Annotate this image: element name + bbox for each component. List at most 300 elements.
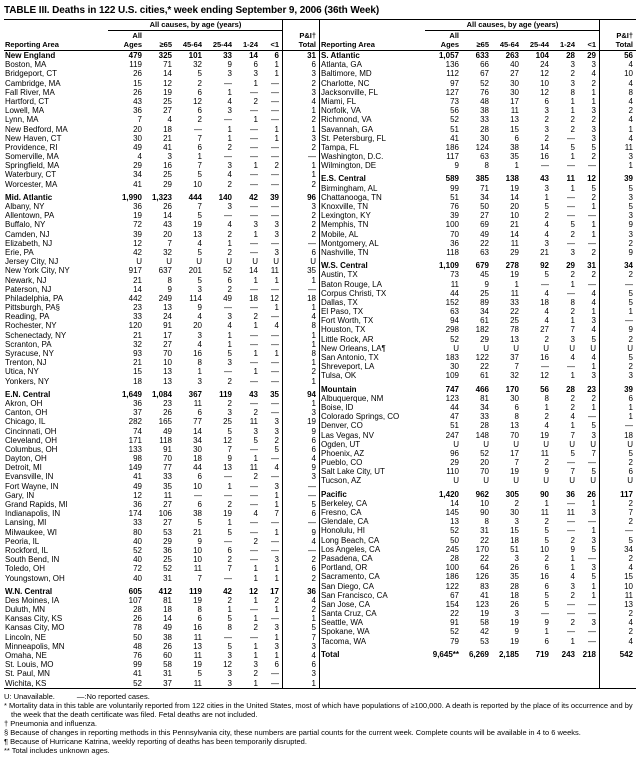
reporting-area: Camden, NJ: [5, 229, 50, 239]
col-ge65: U: [483, 439, 489, 449]
col-1-24: 11: [566, 174, 575, 184]
col-all-ages: 19: [133, 211, 142, 221]
col-1-24: —: [250, 555, 258, 565]
pi-total: 6: [311, 444, 316, 454]
col-ge65: 26: [163, 641, 172, 651]
col-1-24: —: [567, 627, 575, 637]
col-25-44: 5: [227, 641, 232, 651]
pi-total: 2: [628, 106, 633, 116]
city-row: [320, 637, 636, 646]
col-lt1: —: [588, 238, 596, 248]
reporting-area: Birmingham, AL: [321, 183, 378, 193]
col-25-44: —: [224, 536, 232, 546]
col-lt1: 1: [591, 229, 596, 239]
reporting-area: Norfolk, VA: [321, 106, 361, 116]
col-all-ages: 48: [133, 641, 142, 651]
col-45-64: 7: [514, 362, 519, 372]
col-lt1: —: [588, 636, 596, 646]
city-row: [320, 298, 636, 307]
col-ge65: 61: [480, 316, 489, 326]
col-lt1: 3: [274, 481, 279, 491]
pi-total: 5: [628, 353, 633, 362]
reporting-area: Tacoma, WA: [321, 636, 367, 646]
col-45-64: 11: [193, 564, 202, 574]
pi-total: 11: [624, 142, 633, 152]
reporting-area: Youngstown, OH: [5, 573, 65, 583]
city-row: [4, 633, 319, 642]
pi-total: 5: [311, 623, 316, 633]
city-row: [320, 79, 636, 88]
col-lt1: 3: [274, 220, 279, 230]
col-45-64: 11: [193, 398, 202, 408]
col-1-24: 1: [253, 275, 258, 285]
col-45-64: 10: [193, 545, 202, 555]
col-all-ages: 50: [450, 535, 459, 545]
footnote-notes: [4, 701, 636, 755]
reporting-area: Pittsburgh, PA§: [5, 303, 60, 313]
city-row: [4, 555, 319, 564]
col-all-ages: 605: [128, 586, 142, 596]
col-25-44: —: [224, 303, 232, 313]
col-25-44: 56: [540, 384, 549, 394]
col-45-64: 11: [193, 632, 202, 642]
col-25-44: 4: [544, 288, 549, 298]
col-all-ages: 136: [445, 60, 459, 70]
reporting-area: Springfield, MA: [5, 161, 60, 171]
reporting-area: Charlotte, NC: [321, 78, 370, 88]
footnote: ¶ Because of Hurricane Katrina, weekly reporting of deaths has been temporarily disrupted.: [4, 736, 307, 746]
col-all-ages: 28: [450, 553, 459, 563]
col-all-ages: 40: [133, 536, 142, 546]
pi-header-line1: P&I†: [299, 32, 316, 40]
col-45-64: 37: [510, 353, 519, 362]
col-1-24: 4: [570, 572, 575, 582]
city-row: [4, 230, 319, 239]
col-45-64: 22: [510, 307, 519, 317]
col-45-64: 14: [510, 192, 519, 202]
col-1-24: 29: [566, 261, 575, 271]
col-lt1: 26: [587, 489, 596, 499]
pi-total: 6: [628, 467, 633, 477]
city-row: [4, 660, 319, 669]
col-ge65: 34: [480, 192, 489, 202]
col-25-44: 9: [544, 467, 549, 477]
col-1-24: —: [250, 545, 258, 555]
col-ge65: 8: [484, 161, 489, 171]
col-all-ages: 12: [133, 238, 142, 248]
reporting-area: Utica, NY: [5, 367, 39, 377]
col-all-ages: 76: [133, 651, 142, 660]
city-row: [320, 307, 636, 316]
city-row: [4, 303, 319, 312]
pi-total: 2: [628, 334, 633, 344]
col-lt1: 1: [591, 307, 596, 317]
reporting-area: El Paso, TX: [321, 307, 364, 317]
col-all-ages: 34: [133, 170, 142, 180]
col-45-64: 21: [193, 527, 202, 537]
col-all-ages: 39: [450, 211, 459, 221]
city-row: [4, 651, 319, 660]
col-25-44: U: [543, 476, 549, 486]
reporting-area: Pasadena, CA: [321, 553, 373, 563]
col-25-44: 5: [227, 527, 232, 537]
city-row: [320, 609, 636, 618]
col-1-24: —: [250, 376, 258, 386]
pi-total: 3: [311, 408, 316, 418]
col-ge65: 14: [163, 69, 172, 79]
footnote: § Because of changes in reporting methods in this Pennsylvania city, these numbers are partial counts for the current week. Complete counts will be available in 4 to 6 weeks.: [4, 727, 581, 737]
col-lt1: 4: [274, 463, 279, 473]
reporting-area: Hartford, CT: [5, 96, 50, 106]
col-45-64: 444: [188, 192, 202, 202]
reporting-area: Allentown, PA: [5, 211, 55, 221]
city-row: [4, 220, 319, 229]
col-ge65: 124: [475, 142, 489, 152]
col-1-24: 2: [253, 312, 258, 322]
pi-total-header: [600, 32, 636, 49]
col-lt1: 11: [270, 266, 279, 276]
reporting-area: S. Atlantic: [321, 51, 360, 60]
reporting-area: Honolulu, HI: [321, 526, 366, 536]
pi-total: 4: [628, 96, 633, 106]
col-1-24: —: [567, 211, 575, 221]
col-lt1: 1: [274, 632, 279, 642]
city-row: [4, 679, 319, 688]
city-row: [4, 408, 319, 417]
col-45-64: 114: [189, 293, 202, 303]
col-1-24: 7: [570, 325, 575, 335]
pi-total: 9: [628, 247, 633, 257]
col-lt1: 2: [591, 247, 596, 257]
col-45-64: 18: [510, 535, 519, 545]
reporting-area: New England: [5, 51, 56, 60]
col-lt1: 2: [591, 192, 596, 202]
col-25-44: 1: [227, 87, 232, 97]
pi-total: 1: [311, 161, 316, 171]
col-25-44: 2: [544, 458, 549, 468]
city-row: [4, 605, 319, 614]
pi-total: 4: [628, 618, 633, 628]
col-45-64: 10: [510, 211, 519, 221]
city-row: [320, 248, 636, 257]
col-25-44: 6: [544, 581, 549, 591]
pi-total: 1: [311, 678, 316, 688]
col-45-64: 51: [510, 544, 519, 554]
col-ge65: 30: [480, 133, 489, 143]
city-row: [320, 230, 636, 239]
city-row: [4, 417, 319, 426]
col-45-64: 25: [510, 316, 519, 326]
col-1-24: 2: [570, 402, 575, 412]
col-ge65: 249: [158, 293, 172, 303]
col-ge65: 76: [480, 87, 489, 97]
col-1-24: —: [250, 152, 258, 162]
col-1-24: —: [567, 526, 575, 536]
col-25-44: U: [543, 343, 549, 353]
col-1-24: —: [250, 87, 258, 97]
pi-total: 34: [624, 261, 633, 271]
col-45-64: 12: [193, 96, 202, 106]
reporting-area: W.S. Central: [321, 261, 368, 271]
pi-total: 4: [311, 454, 316, 464]
col-45-64: 5: [197, 170, 202, 180]
city-row: [320, 582, 636, 591]
col-25-44: 3: [544, 124, 549, 134]
pi-total: 31: [307, 51, 316, 60]
col-lt1: 1: [591, 202, 596, 211]
col-25-44: 4: [227, 220, 232, 230]
col-25-44: 19: [223, 509, 232, 519]
col-lt1: 2: [591, 393, 596, 403]
col-ge65: 679: [475, 261, 489, 271]
city-row: [320, 371, 636, 380]
city-row: [320, 362, 636, 371]
reporting-area: Lynn, MA: [5, 115, 39, 125]
col-ge65: 148: [475, 430, 489, 440]
col-all-ages: 282: [128, 417, 142, 427]
col-ge65: 17: [163, 330, 172, 340]
city-row: [320, 325, 636, 334]
col-25-44: 2: [227, 142, 232, 152]
pi-total-header: [283, 32, 319, 49]
col-lt1: 1: [274, 303, 279, 313]
city-row: [4, 294, 319, 303]
pi-total: —: [625, 421, 633, 431]
col-ge65: 29: [163, 179, 172, 189]
col-1-24: 5: [570, 448, 575, 458]
city-row: [320, 563, 636, 572]
col-25-44: 5: [544, 535, 549, 545]
city-row: [320, 536, 636, 545]
legend-line: [4, 692, 636, 701]
col-lt1: 12: [587, 174, 596, 184]
col-25-44: 4: [544, 307, 549, 317]
col-lt1: 3: [591, 106, 596, 116]
col-25-44: 3: [544, 238, 549, 248]
col-45-64: 19: [193, 660, 202, 670]
col-45-64: 4: [197, 312, 202, 322]
col-45-64: 3: [514, 517, 519, 527]
city-row: [4, 276, 319, 285]
col-25-44: 5: [544, 599, 549, 609]
reporting-area: Akron, OH: [5, 398, 43, 408]
col-all-ages: 73: [450, 96, 459, 106]
footnote: ** Total includes unknown ages.: [4, 745, 110, 755]
reporting-area: Austin, TX: [321, 270, 358, 280]
col-1-24: —: [250, 211, 258, 221]
pi-total: 6: [311, 660, 316, 670]
pi-total: —: [625, 526, 633, 536]
pi-total: 15: [624, 572, 633, 582]
col-lt1: 1: [591, 526, 596, 536]
col-ge65: 412: [158, 586, 172, 596]
col-45-64: 18: [510, 590, 519, 600]
col-all-ages: 33: [133, 518, 142, 528]
table-header-left: [4, 20, 319, 51]
col-45-64: 19: [510, 618, 519, 628]
reporting-area: Santa Cruz, CA: [321, 609, 377, 619]
city-row: [320, 125, 636, 134]
col-25-44: 10: [540, 544, 549, 554]
col-1-24: 2: [570, 124, 575, 134]
col-1-24: 3: [570, 581, 575, 591]
col-ge65: 61: [480, 371, 489, 381]
col-1-24: —: [250, 142, 258, 152]
city-row: [320, 572, 636, 581]
pi-total: 5: [628, 183, 633, 193]
col-1-24: 1: [253, 161, 258, 171]
col-45-64: U: [513, 343, 519, 353]
reporting-area: Reading, PA: [5, 312, 50, 322]
col-1-24: 1: [253, 614, 258, 624]
col-45-64: 5: [197, 669, 202, 679]
pi-total: 2: [628, 362, 633, 372]
col-1-24: 1: [253, 115, 258, 125]
col-45-64: —: [194, 490, 202, 500]
pi-total: 117: [620, 489, 633, 499]
reporting-area: Miami, FL: [321, 96, 357, 106]
col-45-64: 19: [193, 595, 202, 605]
col-all-ages: 96: [450, 448, 459, 458]
col-45-64: 8: [514, 412, 519, 422]
col-1-24: —: [250, 106, 258, 116]
col-ge65: 52: [163, 564, 172, 574]
col-45-64: 32: [510, 371, 519, 381]
col-ge65: 20: [480, 458, 489, 468]
col-lt1: 5: [274, 444, 279, 454]
col-ge65: 49: [163, 623, 172, 633]
col-45-64: 21: [510, 220, 519, 230]
pi-total: —: [625, 316, 633, 326]
col-lt1: 3: [591, 316, 596, 326]
col-1-24: —: [250, 303, 258, 313]
col-all-ages: 1,057: [438, 51, 459, 60]
col-45-64: 278: [505, 261, 519, 271]
city-row: [320, 280, 636, 289]
pi-total: 3: [628, 152, 633, 162]
city-row: [4, 472, 319, 481]
col-ge65: 83: [480, 581, 489, 591]
col-all-ages: 112: [446, 69, 459, 79]
col-lt1: 7: [591, 448, 596, 458]
col-lt1: —: [588, 627, 596, 637]
col-all-ages: 1,649: [121, 389, 142, 399]
col-45-64: 9: [197, 536, 202, 546]
col-25-44: —: [224, 78, 232, 88]
col-all-ages: 36: [133, 202, 142, 211]
col-1-24: —: [250, 284, 258, 294]
col-ge65: 37: [163, 678, 172, 688]
all-ages-header: [108, 32, 146, 49]
city-row: [4, 134, 319, 143]
region-row: [4, 587, 319, 596]
col-all-ages: 63: [450, 307, 459, 317]
col-lt1: 1: [274, 124, 279, 134]
col-45-64: 4: [197, 238, 202, 248]
col-45-64: 29: [510, 247, 519, 257]
pi-total: 5: [628, 297, 633, 307]
pi-total: 3: [628, 229, 633, 239]
footnote: * Mortality data in this table are voluntarily reported from 122 cities in the United States, most of which have populations of ≥100,000. A death is reported by the place of its occurrence and by the week that the death certificate was filed. Fetal deaths are not included.: [4, 700, 633, 719]
col-lt1: 1: [274, 605, 279, 615]
col-45-64: 7: [197, 161, 202, 171]
col-25-44: 3: [227, 69, 232, 79]
col-1-24: 1: [253, 321, 258, 331]
col-lt1: U: [590, 476, 596, 486]
reporting-area: Albuquerque, NM: [321, 393, 384, 403]
reporting-area: Los Angeles, CA: [321, 544, 381, 554]
reporting-area-header: Reporting Area: [5, 40, 59, 49]
col-lt1: —: [271, 78, 279, 88]
col-ge65: 22: [480, 553, 489, 563]
table-right-half: [320, 20, 636, 688]
footnote: † Pneumonia and influenza.: [4, 718, 97, 728]
col-45-64: 9: [514, 627, 519, 637]
col-ge65: 23: [163, 398, 172, 408]
pi-total: 94: [307, 389, 316, 399]
city-row: [320, 508, 636, 517]
col-all-ages: 43: [133, 96, 142, 106]
col-all-ages: 247: [445, 430, 459, 440]
col-25-44: 6: [544, 96, 549, 106]
city-row: [4, 331, 319, 340]
city-row: [320, 394, 636, 403]
col-25-44: 12: [540, 371, 549, 381]
col-45-64: 13: [510, 334, 519, 344]
col-45-64: 6: [197, 614, 202, 624]
reporting-area: Elizabeth, NJ: [5, 238, 53, 248]
col-ge65: 466: [475, 384, 489, 394]
col-lt1: —: [271, 614, 279, 624]
pi-total: 1: [311, 398, 316, 408]
col-45-64: 20: [510, 202, 519, 211]
reporting-area: Somerville, MA: [5, 152, 59, 162]
pi-total: 2: [311, 367, 316, 377]
reporting-area: Kansas City, KS: [5, 614, 63, 624]
city-row: [320, 499, 636, 508]
col-1-24: 1: [253, 367, 258, 377]
col-all-ages: 70: [450, 229, 459, 239]
city-row: [4, 614, 319, 623]
col-25-44: 2: [544, 211, 549, 221]
col-all-ages: 76: [450, 202, 459, 211]
reporting-area: Ogden, UT: [321, 439, 361, 449]
col-ge65: 38: [163, 632, 172, 642]
col-25-44: 104: [535, 51, 549, 60]
col-1-24: —: [250, 247, 258, 257]
pi-total: 5: [628, 535, 633, 545]
col-45-64: 30: [193, 444, 202, 454]
col-lt1: 2: [591, 115, 596, 125]
col-1-24: —: [250, 605, 258, 615]
col-1-24: 1: [253, 573, 258, 583]
reporting-area: Corpus Christi, TX: [321, 288, 387, 298]
col-ge65: 31: [480, 526, 489, 536]
col-25-44: 2: [544, 412, 549, 422]
col-ge65: 6,269: [468, 649, 489, 659]
reporting-area: Schenectady, NY: [5, 330, 67, 340]
reporting-area: Des Moines, IA: [5, 595, 60, 605]
col-all-ages: 50: [133, 632, 142, 642]
col-all-ages: 123: [445, 393, 459, 403]
col-lt1: —: [588, 553, 596, 563]
col-all-ages: 52: [133, 545, 142, 555]
col-25-44: U: [226, 257, 232, 267]
col-25-44: 11: [540, 448, 549, 458]
col-ge65: 25: [163, 555, 172, 565]
reporting-area: Fresno, CA: [321, 508, 362, 517]
col-1-24: 1: [253, 641, 258, 651]
